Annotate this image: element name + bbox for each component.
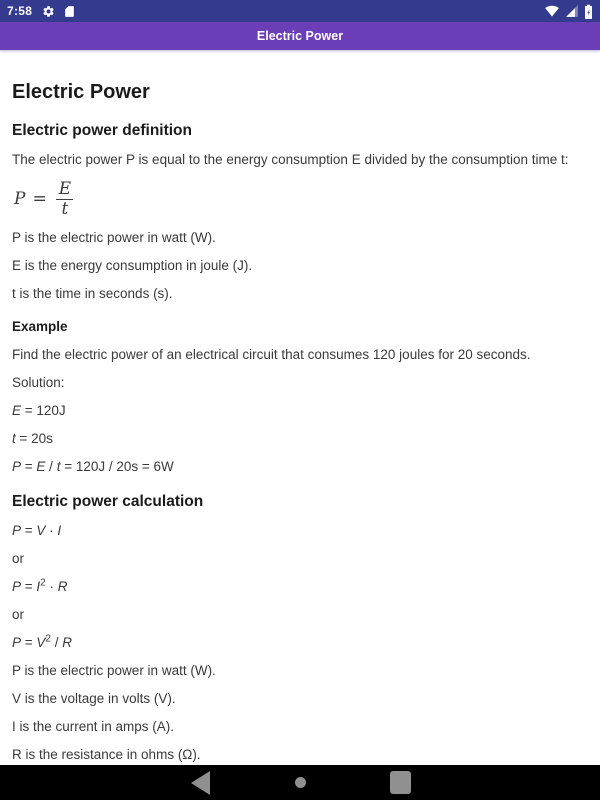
paragraph: V is the voltage in volts (V). bbox=[12, 691, 176, 706]
paragraph: Solution: bbox=[12, 375, 65, 390]
cellular-signal-icon bbox=[565, 4, 579, 18]
status-bar bbox=[0, 0, 600, 22]
paragraph: P is the electric power in watt (W). bbox=[12, 663, 216, 678]
heading-electric-power-definition: Electric power definition bbox=[12, 122, 192, 139]
fraction-equals: = bbox=[32, 189, 47, 209]
paragraph: or bbox=[12, 607, 25, 622]
back-triangle-icon bbox=[191, 771, 210, 795]
heading-electric-power-calculation: Electric power calculation bbox=[12, 493, 204, 510]
paragraph: P is the electric power in watt (W). bbox=[12, 230, 216, 245]
paragraph: The electric power P is equal to the energy consumption E divided by the consumption time t: bbox=[12, 152, 569, 167]
fraction-denominator: t bbox=[56, 199, 73, 218]
math-line bbox=[12, 523, 588, 539]
fraction-stack bbox=[54, 178, 76, 219]
paragraph: R is the resistance in ohms (Ω). bbox=[12, 747, 201, 762]
math-variable: V bbox=[36, 523, 46, 538]
math-variable: P bbox=[12, 579, 22, 594]
formula-fraction bbox=[12, 180, 588, 218]
math-text: 2 bbox=[40, 577, 46, 589]
math-variable: t bbox=[12, 431, 16, 446]
math-variable: P bbox=[12, 635, 22, 650]
math-text: / bbox=[45, 459, 57, 474]
recents-square-icon bbox=[390, 771, 411, 794]
fraction-numerator: E bbox=[58, 178, 72, 199]
fraction-lhs: P bbox=[14, 189, 26, 209]
wifi-icon bbox=[544, 4, 560, 18]
math-line bbox=[12, 431, 588, 447]
sd-card-icon bbox=[63, 5, 76, 18]
math-variable: E bbox=[12, 403, 22, 418]
recents-button[interactable] bbox=[350, 765, 450, 800]
heading-example: Example bbox=[12, 319, 68, 334]
math-variable: V bbox=[36, 635, 46, 650]
math-variable: P bbox=[12, 459, 22, 474]
heading-electric-power: Electric Power bbox=[12, 81, 150, 103]
home-circle-icon bbox=[295, 777, 306, 788]
paragraph: Find the electric power of an electrical circuit that consumes 120 joules for 20 seconds. bbox=[12, 347, 531, 362]
math-line bbox=[12, 459, 588, 475]
status-bar-right-group bbox=[539, 4, 593, 19]
math-text: 2 bbox=[45, 633, 51, 645]
math-text: · bbox=[45, 523, 58, 538]
math-variable: I bbox=[36, 579, 41, 594]
app-bar-title: Electric Power bbox=[256, 29, 344, 43]
math-text: = bbox=[21, 635, 37, 650]
math-variable: t bbox=[56, 459, 61, 474]
home-button[interactable] bbox=[250, 765, 350, 800]
back-button[interactable] bbox=[150, 765, 250, 800]
paragraph: I is the current in amps (A). bbox=[12, 719, 175, 734]
math-line bbox=[12, 579, 588, 595]
math-text: / bbox=[50, 635, 63, 650]
math-variable: I bbox=[57, 523, 62, 538]
navigation-bar bbox=[0, 765, 600, 800]
math-variable: R bbox=[62, 635, 72, 650]
math-text: = 20s bbox=[15, 431, 53, 446]
paragraph: t is the time in seconds (s). bbox=[12, 286, 173, 301]
battery-charging-icon bbox=[584, 4, 593, 19]
math-line bbox=[12, 403, 588, 419]
math-text: = 120J / 20s = 6W bbox=[60, 459, 174, 474]
article-content[interactable] bbox=[0, 50, 600, 800]
status-time: 7:58 bbox=[7, 4, 33, 18]
math-text: · bbox=[45, 579, 58, 594]
math-text: = 120J bbox=[21, 403, 66, 418]
math-line bbox=[12, 635, 588, 651]
math-text: = bbox=[21, 459, 37, 474]
paragraph: E is the energy consumption in joule (J). bbox=[12, 258, 253, 273]
math-variable: R bbox=[57, 579, 68, 594]
paragraph: or bbox=[12, 551, 25, 566]
settings-gear-icon bbox=[42, 5, 55, 18]
math-text: = bbox=[21, 579, 37, 594]
math-variable: P bbox=[12, 523, 22, 538]
math-text: = bbox=[21, 523, 37, 538]
app-bar bbox=[0, 22, 600, 50]
math-variable: E bbox=[36, 459, 46, 474]
